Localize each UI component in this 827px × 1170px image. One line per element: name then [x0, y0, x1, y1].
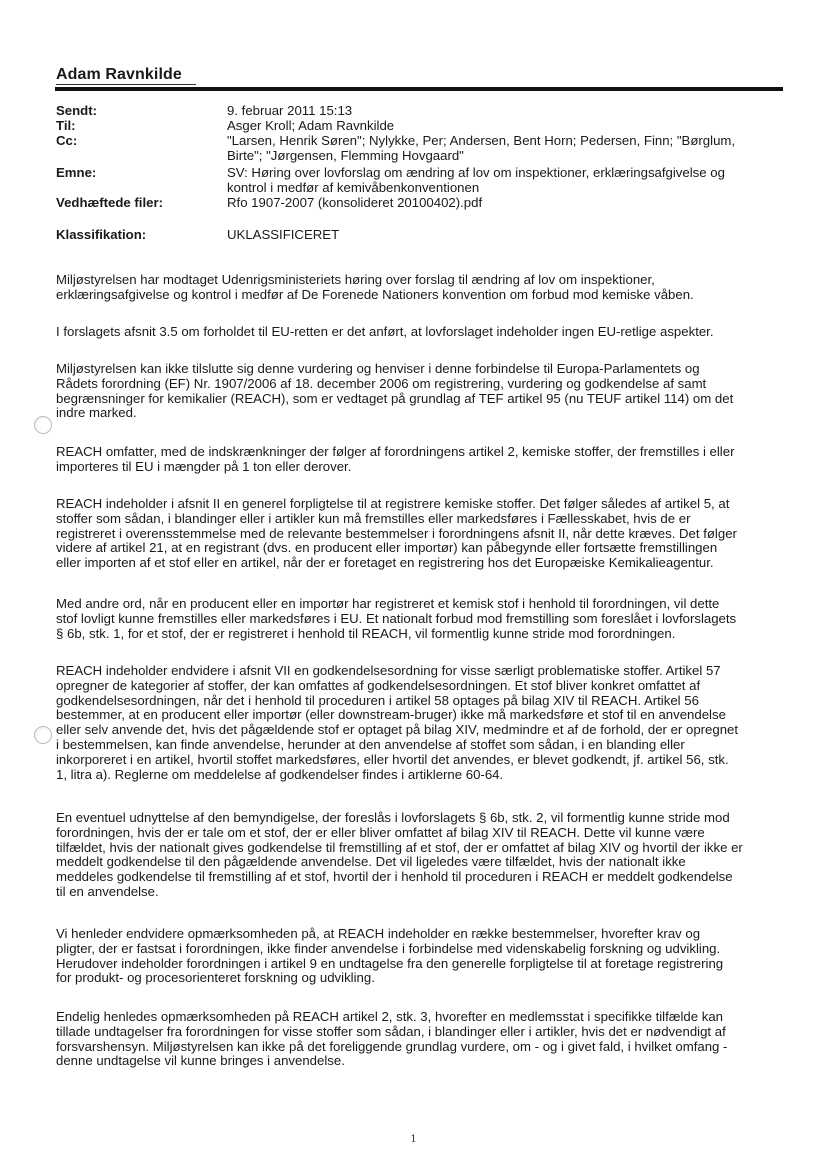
attachments-value: Rfo 1907-2007 (konsolideret 20100402).pdf: [227, 195, 483, 210]
cc-value-line2: Birte"; "Jørgensen, Flemming Hovgaard": [227, 148, 464, 163]
text-line: stoffer som sådan, i blandinger eller i artikler kun må fremstilles eller markedsføres i Fællesskabet, hvis de er: [56, 510, 691, 526]
text-line: tilfældet, hvis der nationalt gives godkendelse til fremstilling af et stof, der er omfattet af bilag XIV og hvortil der ikke er: [56, 839, 743, 855]
classification-label: Klassifikation:: [56, 227, 147, 242]
text-line: Miljøstyrelsen kan ikke tilslutte sig denne vurdering og henviser i denne forbindelse til Europa-Parlamentets og: [56, 361, 700, 376]
paragraph-5: [56, 497, 784, 571]
text-line: videre af artikel 21, at en registrant (dvs. en producent eller importør) kan påbegynde eller fortsætte fremstillingen: [56, 540, 718, 556]
text-line: meddelt godkendelse til den pågældende anvendelse. Det vil ligeledes være tilfældet, hvis der nationalt ikke: [56, 854, 686, 870]
text-line: Med andre ord, når en producent eller en importør har registreret et kemisk stof i henhold til forordningen, vil dette: [56, 596, 720, 611]
text-line: til en anvendelse.: [56, 883, 159, 899]
text-line: erklæringsafgivelse og kontrol i medfør af De Forenede Nationers konvention om forbud mod kemiske våben.: [56, 286, 694, 302]
text-line: importeres til EU i mængder på 1 ton eller derover.: [56, 458, 352, 474]
text-line: tillade undtagelser fra forordningen for visse stoffer som sådan, i blandinger eller i artikler, hvis det er nødvendigt af: [56, 1023, 726, 1039]
text-line: REACH indeholder endvidere i afsnit VII en godkendelsesordning for visse særligt problematiske stoffer. Artikel 57: [56, 663, 721, 678]
text-line: inkorporeret i en artikel, hvortil stoffet markedsføres, eller hvortil det anvendes, er blevet godkendt, jf. artikel 56, stk.: [56, 751, 729, 767]
sent-value: 9. februar 2011 15:13: [227, 103, 353, 118]
text-line: forordningen, hvis der er tale om et stof, der er eller bliver omfattet af bilag XIV til REACH. Dette vil kunne være: [56, 824, 705, 840]
text-line: Herudover indeholder forordningen i artikel 9 en undtagelse fra den generelle forpligtelse til at foretage registrering: [56, 955, 724, 971]
page-number: 1: [410, 1134, 417, 1145]
text-line: begrænsninger for kemikalier (REACH), som er vedtaget på grundlag af TEF artikel 95 (nu TEUF artikel 114) om det: [56, 390, 734, 406]
text-line: denne undtagelse vil kunne bringes i anvendelse.: [56, 1053, 345, 1069]
paragraph-1: [56, 273, 784, 303]
text-line: pligter, der er fastsat i forordningen, ikke finder anvendelse i forbindelse med videnskabelig forskning og udvikling.: [56, 940, 721, 956]
sender-name: Adam Ravnkilde: [56, 66, 182, 83]
cc-value-line1: "Larsen, Henrik Søren"; Nylykke, Per; Andersen, Bent Horn; Pedersen, Finn; "Børglum,: [227, 133, 736, 148]
text-line: bestemmer, at en producent eller importør (eller downstream-bruger) ikke må markedsføre et stof til en anvendelse: [56, 707, 726, 723]
text-line: REACH omfatter, med de indskrænkninger der følger af forordningens artikel 2, kemiske stoffer, der fremstilles i eller: [56, 444, 735, 459]
text-line: registreret i overensstemmelse med de relevante bestemmelser i forordningens afsnit II, når dette kræves. Det følger: [56, 525, 737, 541]
paragraph-8: [56, 811, 784, 900]
subject-value-line2: kontrol i medfør af kemivåbenkonventionen: [227, 180, 480, 195]
sent-label: Sendt:: [56, 103, 98, 118]
attachments-label: Vedhæftede filer:: [56, 195, 163, 210]
text-line: godkendelsesordningen, når det i henhold til proceduren i artikel 58 optages på bilag XIV til REACH. Artikel 56: [56, 692, 699, 708]
subject-value-line1: SV: Høring over lovforslag om ændring af lov om inspektioner, erklæringsafgivelse og: [227, 165, 725, 180]
header-rule: [55, 87, 783, 91]
text-line: eller importen af et stof eller en artikel, når der er foretaget en registrering hos det Europæiske Kemikalieagentur.: [56, 555, 714, 571]
text-line: stof lovligt kunne fremstilles eller markedsføres i EU. Et nationalt forbud mod fremstilling som foreslået i lovforslagets: [56, 610, 737, 626]
paragraph-3: [56, 362, 784, 421]
text-line: opregner de kategorier af stoffer, der kan omfattes af godkendelsesordningen. Et stof bliver konkret omfattet af: [56, 677, 701, 693]
paragraph-7: [56, 664, 784, 782]
text-line: i bestemmelsen, kan finde anvendelse, herunder at den anvendelse af stoffet som sådan, i en blanding eller: [56, 736, 685, 752]
paragraph-6: [56, 597, 784, 641]
paragraph-9: [56, 927, 784, 986]
text-line: forsvarshensyn. Miljøstyrelsen kan ikke på det foreliggende grundlag vurdere, om - og i givet fald, i hvilket omfang -: [56, 1038, 728, 1054]
text-line: REACH indeholder i afsnit II en generel forpligtelse til at registrere kemiske stoffer. Det følger således af artikel 5, at: [56, 496, 730, 511]
text-line: I forslagets afsnit 3.5 om forholdet til EU-retten er det anført, at lovforslaget indeholder ingen EU-retlige aspekter.: [56, 324, 714, 339]
text-line: indre marked.: [56, 405, 137, 421]
text-line: meddeles godkendelse til fremstilling af et stof, hvortil der i henhold til proceduren i REACH er meddelt godkendelse: [56, 869, 733, 885]
text-line: Endelig henledes opmærksomheden på REACH artikel 2, stk. 3, hvorefter en medlemsstat i specifikke tilfælde kan: [56, 1009, 724, 1024]
text-line: for produkt- og procesorienteret forskning og udvikling.: [56, 970, 375, 986]
paragraph-10: [56, 1010, 784, 1069]
text-line: Rådets forordning (EF) Nr. 1907/2006 af 18. december 2006 om registrering, vurdering og godkendelse af samt: [56, 375, 707, 391]
subject-label: Emne:: [56, 165, 97, 180]
to-label: Til:: [56, 118, 76, 133]
text-line: § 6b, stk. 1, for et stof, der er registreret i henhold til REACH, vil formentlig kunne stride mod forordningen.: [56, 625, 676, 641]
cc-label: Cc:: [56, 133, 78, 148]
paragraph-2: [56, 325, 784, 340]
sender-underline: [56, 84, 196, 85]
text-line: En eventuel udnyttelse af den bemyndigelse, der foreslås i lovforslagets § 6b, stk. 2, vil formentlig kunne stride mod: [56, 810, 730, 825]
text-line: 1, litra a). Reglerne om meddelelse af godkendelser findes i artiklerne 60-64.: [56, 766, 504, 782]
punch-hole-mark: [34, 416, 52, 434]
text-line: Miljøstyrelsen har modtaget Udenrigsministeriets høring over forslag til ændring af lov om inspektioner,: [56, 272, 655, 287]
to-value: Asger Kroll; Adam Ravnkilde: [227, 118, 395, 133]
text-line: Vi henleder endvidere opmærksomheden på, at REACH indeholder en række bestemmelser, hvorefter krav og: [56, 926, 701, 941]
punch-hole-mark: [34, 726, 52, 744]
classification-value: UKLASSIFICERET: [227, 227, 340, 242]
paragraph-4: [56, 445, 784, 475]
text-line: eller selv anvende det, hvis det pågældende stof er optaget på bilag XIV, medmindre et af de forhold, der er opregnet: [56, 722, 739, 738]
